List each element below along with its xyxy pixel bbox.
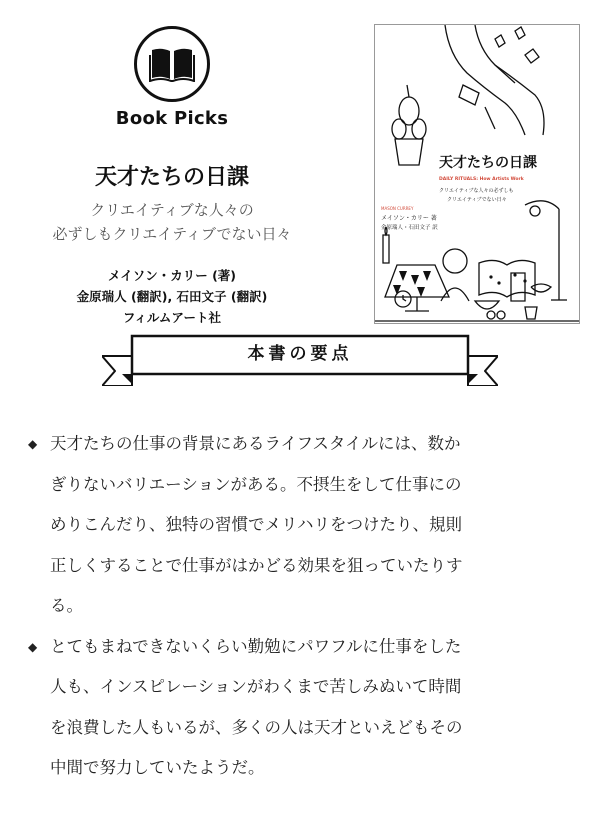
logo-circle — [134, 26, 210, 102]
point-line: めりこんだり、独特の習慣でメリハリをつけたり、規則 — [50, 515, 463, 534]
point-line: を浪費した人もいるが、多くの人は天才といえどもその — [50, 717, 463, 737]
publisher: フィルムアート社 — [122, 310, 222, 325]
section-banner — [102, 334, 498, 386]
book-cover — [374, 24, 580, 324]
point-line: る。 — [50, 596, 83, 615]
point-line: とてもまねできないくらい勤勉にパワフルに仕事をした — [50, 636, 462, 656]
cover-subtitle-line: クリエイティブな人々の必ずしも — [439, 188, 514, 194]
point-line: 中間で努力していたようだ。 — [50, 758, 265, 777]
list-item — [28, 627, 556, 789]
point-line: 正しくすることで仕事がはかどる効果を狙っていたりす — [50, 555, 463, 575]
open-book-icon — [149, 46, 195, 82]
key-points-list — [28, 424, 556, 789]
cover-subtitle-line: クリエイティブでない日々 — [447, 197, 507, 203]
book-subtitle — [0, 198, 344, 246]
cover-translators: 金原瑞人・石田文子 訳 — [381, 225, 438, 231]
book-title: 天才たちの日課 — [94, 165, 249, 190]
brand-logo — [100, 26, 244, 129]
subtitle-line: クリエイティブな人々の — [90, 201, 254, 219]
diamond-bullet-icon: ◆ — [28, 437, 38, 451]
author: メイソン・カリー (著) — [107, 268, 237, 283]
diamond-bullet-icon: ◆ — [28, 639, 38, 654]
list-item — [28, 424, 556, 627]
cover-title: 天才たちの日課 — [439, 155, 537, 171]
cover-author: メイソン・カリー 著 — [381, 215, 437, 222]
book-credits — [0, 265, 344, 328]
cover-english-title: DAILY RITUALS: How Artists Work — [439, 177, 524, 182]
point-line: 人も、インスピレーションがわくまで苦しみぬいて時間 — [50, 677, 462, 696]
brand-name: Book Picks — [115, 108, 229, 129]
subtitle-line: 必ずしもクリエイティブでない日々 — [52, 225, 292, 243]
point-line: ぎりないバリエーションがある。不摂生をして仕事にの — [50, 474, 462, 494]
cover-author-en: MASON CURREY — [381, 206, 414, 211]
section-heading: 本書の要点 — [247, 344, 353, 364]
point-line: 天才たちの仕事の背景にあるライフスタイルには、数か — [50, 434, 461, 453]
translators: 金原瑞人 (翻訳), 石田文子 (翻訳) — [76, 289, 268, 304]
cover-illustration — [375, 25, 579, 323]
